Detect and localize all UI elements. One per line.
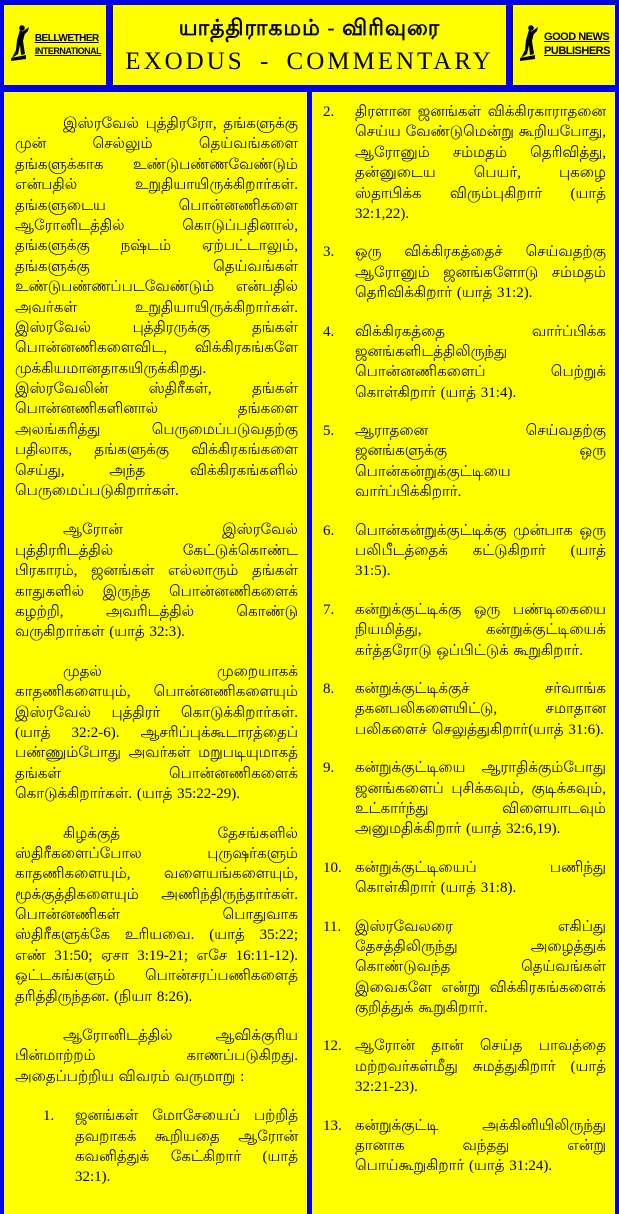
list-item-number: 11. bbox=[323, 918, 342, 935]
list-item-number: 9. bbox=[323, 760, 335, 777]
logo-line-2: PUBLISHERS bbox=[544, 45, 610, 57]
paragraph: இஸ்ரவேல் புத்திரரோ, தங்களுக்கு முன் செல்லும் தெய்வங்களை தங்களுக்காக உண்டுபண்ணவேண்டும் என்பதில் உறுதியாயிருக்கிறார்கள். தங்களுடைய பொன்னணிகளை ஆரோனிடத்தில் கொடுப்பதினால், தங்களுக்கு நஷ்டம் ஏற்பட்டாலும், தங்களுக்கு தெய்வங்கள் உண்டுபண்ணப்படவேண்டும் என்பதில் அவர்கள் உறுதியாயிருக்கிறார்கள். இஸ்ரவேல் புத்திரருக்கு தங்கள் பொன்னணிகளைவிட, விக்கிரகங்களே முக்கியமானதாகயிருக்கிறது. இஸ்ரவேலின் ஸ்திரீகள், தங்கள் பொன்னணிகளினால் தங்களை அலங்கரித்து பெருமைப்படுவதற்கு பதிலாக, தங்களுக்கு விக்கிரகங்களை செய்து, அந்த விக்கிரகங்களில் பெருமைப்படுகிறார்கள். bbox=[15, 116, 298, 500]
list-item bbox=[323, 102, 606, 224]
list-item-text: கன்றுக்குட்டியைப் பணிந்து கொள்கிறார் (யாத் 31:8). bbox=[355, 859, 606, 897]
list-item-number: 7. bbox=[323, 601, 335, 618]
list-item-text: கன்றுக்குட்டி அக்கினியிலிருந்து தானாக வந்தது என்று பொய்கூறுகிறார் (யாத் 31:24). bbox=[355, 1117, 606, 1175]
list-item-text: ஒரு விக்கிரகத்தைச் செய்வதற்கு ஆரோனும் ஜனங்களோடு சம்மதம் தெரிவிக்கிறார் (யாத் 31:2). bbox=[355, 244, 606, 302]
paragraph: கிழக்குத் தேசங்களில் ஸ்திரீகளைப்போல புருஷர்களும் காதணிகளையும், வளையங்களையும், மூக்குத்திகளையும் அணிந்திருந்தார்கள். பொன்னணிகள் பொதுவாக ஸ்திரீகளுக்கே உரியவை. (யாத் 35:22; எண் 31:50; ஏசா 3:19-21; எசே 16:11-12). ஒட்டகங்களும் பொன்சரப்பணிகளைத் தரித்திருந்தன. (நியா 8:26). bbox=[15, 825, 298, 1005]
list-item-text: இஸ்ரவேலரை எகிப்து தேசத்திலிருந்து அழைத்துக் கொண்டுவந்த தெய்வங்கள் இவைகளே என்று விக்கிரகங்களைக் குறித்துக் கூறுகிறார். bbox=[355, 918, 606, 1017]
list-item-number: 12. bbox=[323, 1038, 342, 1055]
list-item-text: ஆரோன் தான் செய்த பாவத்தை மற்றவர்கள்மீது சுமத்துகிறார் (யாத் 32:21-23). bbox=[355, 1038, 606, 1096]
statue-figure-icon bbox=[518, 24, 540, 67]
left-column bbox=[4, 92, 307, 1214]
list-item-text: விக்கிரகத்தை வார்ப்பிக்க ஜனங்களிடத்திலிருந்து பொன்னணிகளைப் பெற்றுக் கொள்கிறார் (யாத் 31:4). bbox=[355, 323, 606, 401]
list-item bbox=[323, 1036, 606, 1097]
good-news-logo-text bbox=[544, 31, 610, 59]
commentary-body bbox=[4, 92, 615, 1214]
list-item bbox=[323, 322, 606, 404]
list-item-text: ஆராதனை செய்வதற்கு ஜனங்களுக்கு ஒரு பொன்கன்றுக்குட்டியை வார்ப்பிக்கிறார். bbox=[355, 423, 606, 501]
list-item-number: 13. bbox=[323, 1117, 342, 1134]
list-item bbox=[323, 679, 606, 740]
list-item-number: 10. bbox=[323, 859, 342, 876]
list-item-number: 4. bbox=[323, 323, 335, 340]
bellwether-logo-text bbox=[35, 33, 101, 57]
list-item bbox=[323, 917, 606, 1019]
list-item-text: ஜனங்கள் மோசேயைப் பற்றித் தவறாகக் கூறியதை ஆரோன் கவனித்துக் கேட்கிறார் (யாத் 32:1). bbox=[75, 1108, 298, 1186]
list-item bbox=[323, 600, 606, 661]
right-column bbox=[312, 92, 615, 1214]
list-item-number: 6. bbox=[323, 522, 335, 539]
list-item-number: 3. bbox=[323, 244, 335, 261]
list-item-text: கன்றுக்குட்டியை ஆராதிக்கும்போது ஜனங்களைப் புசிக்கவும், குடிக்கவும், உட்கார்ந்து விளையாடவும் அனுமதிக்கிறார் (யாத் 32:6,19). bbox=[355, 760, 606, 838]
list-item bbox=[323, 242, 606, 303]
header bbox=[4, 5, 615, 85]
list-item-number: 5. bbox=[323, 423, 335, 440]
list-item bbox=[323, 521, 606, 582]
list-item bbox=[323, 758, 606, 840]
logo-line-1: GOOD NEWS bbox=[544, 31, 610, 44]
good-news-publishers-logo bbox=[513, 5, 615, 85]
list-item-text: கன்றுக்குட்டிக்கு ஒரு பண்டிகையை நியமித்து, கன்றுக்குட்டியைக் கர்த்தரோடு ஒப்பிட்டுக் கூறுகிறார். bbox=[355, 601, 606, 659]
paragraph: ஆரோனிடத்தில் ஆவிக்குரிய பின்மாற்றம் காணப்படுகிறது. அதைப்பற்றிய விவரம் வருமாறு : bbox=[15, 1028, 298, 1085]
list-item-text: பொன்கன்றுக்குட்டிக்கு முன்பாக ஒரு பலிபீடத்தைக் கட்டுகிறார் (யாத் 31:5). bbox=[355, 522, 606, 580]
paragraph: ஆரோன் இஸ்ரவேல் புத்திரரிடத்தில் கேட்டுக்கொண்ட பிரகாரம், ஜனங்கள் எல்லாரும் தங்கள் காதுகளில் இருந்த பொன்னணிகளைக் கழற்றி, அவரிடத்தில் கொண்டு வருகிறார்கள் (யாத் 32:3). bbox=[15, 522, 298, 641]
logo-line-2: INTERNATIONAL bbox=[34, 45, 102, 56]
page-title-tamil: யாத்திராகமம் - விரிவுரை bbox=[178, 14, 441, 40]
list-item-number: 1. bbox=[43, 1108, 55, 1125]
list-item-number: 2. bbox=[323, 104, 335, 120]
list-item bbox=[43, 1106, 298, 1188]
list-item bbox=[323, 858, 606, 899]
list-item bbox=[323, 421, 606, 503]
page-title-english: EXODUS - COMMENTARY bbox=[125, 47, 494, 75]
paragraph: முதல் முறையாகக் காதணிகளையும், பொன்னணிகளையும் இஸ்ரவேல் புத்திரர் கொடுக்கிறார்கள். (யாத் 32:2-6). ஆசரிப்புக்கூடாரத்தைப் பண்ணும்போது அவர்கள் மறுபடியுமாகத் தங்கள் பொன்னணிகளைக் கொடுக்கிறார்கள். (யாத் 35:22-29). bbox=[15, 663, 298, 803]
list-item bbox=[323, 1116, 606, 1177]
title-panel bbox=[113, 5, 506, 85]
statue-figure-icon bbox=[9, 24, 31, 67]
logo-line-1: BELLWETHER bbox=[34, 33, 99, 45]
list-item-text: திரளான ஜனங்கள் விக்கிரகாராதனை செய்ய வேண்டுமென்று கூறியபோது, ஆரோனும் சம்மதம் தெரிவித்து, தன்னுடைய பெயர், புகழை ஸ்தாபிக்க விரும்புகிறார் (யாத் 32:1,22). bbox=[355, 104, 606, 222]
list-item-text: கன்றுக்குட்டிக்குச் சர்வாங்க தகனபலிகளையிட்டு, சமாதான பலிகளைச் செலுத்துகிறார்(யாத் 31:6). bbox=[355, 680, 606, 738]
list-item-number: 8. bbox=[323, 680, 335, 697]
bellwether-logo bbox=[4, 5, 106, 85]
